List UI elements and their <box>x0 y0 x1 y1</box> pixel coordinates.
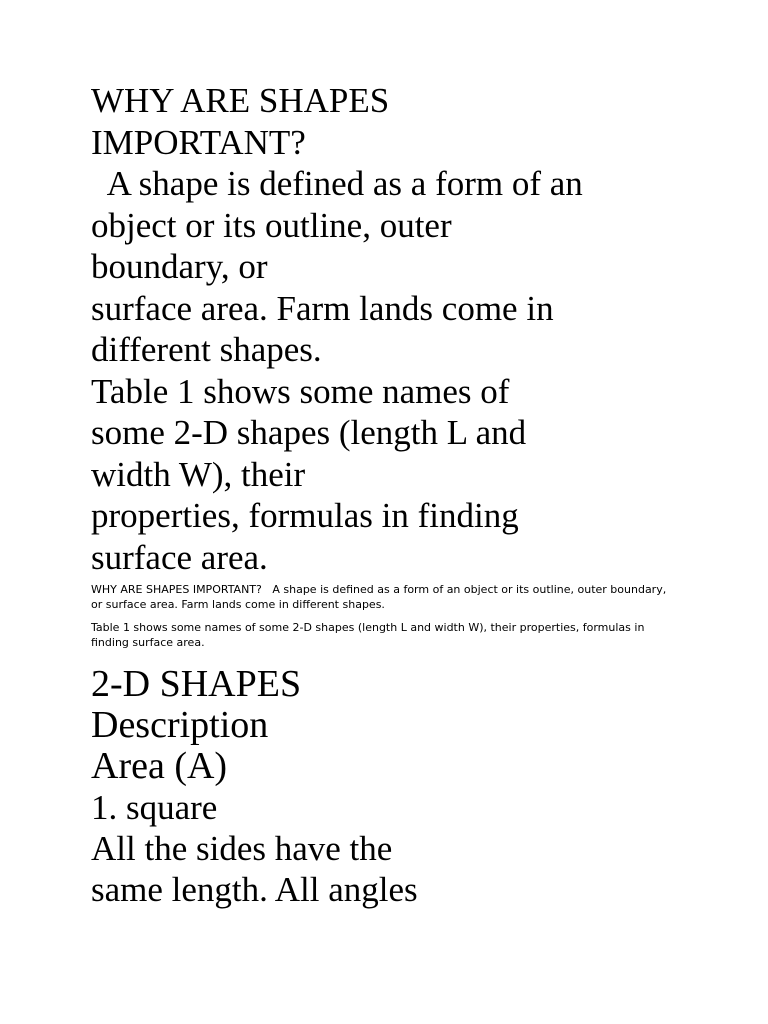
table-header-shapes: 2-D SHAPES <box>91 663 302 705</box>
intro-text-line-7: some 2-D shapes (length L and <box>91 413 527 452</box>
summary-p2-line-1: Table 1 shows some names of some 2-D shapes (length L and width W), their properties, formulas in <box>91 621 645 634</box>
table-row-description-line-1: All the sides have the <box>91 829 393 868</box>
summary-p1-line-2: or surface area. Farm lands come in different shapes. <box>91 598 385 611</box>
summary-p1-line-1: WHY ARE SHAPES IMPORTANT? A shape is defined as a form of an object or its outline, outer boundary, <box>91 583 667 596</box>
table-row-shape: 1. square <box>91 788 218 827</box>
table-header-area: Area (A) <box>91 745 228 787</box>
intro-text-line-1: A shape is defined as a form of an <box>91 164 583 203</box>
intro-text-line-6: Table 1 shows some names of <box>91 371 510 411</box>
intro-title-line-2: IMPORTANT? <box>91 122 306 162</box>
table-row <box>91 787 691 910</box>
table-header-description: Description <box>91 704 269 746</box>
summary-paragraph-2 <box>91 620 686 650</box>
shapes-table <box>91 664 691 910</box>
intro-title-line-1: WHY ARE SHAPES <box>91 81 390 120</box>
intro-text-line-2: object or its outline, outer <box>91 205 452 245</box>
intro-text-line-4: surface area. Farm lands come in <box>91 288 554 328</box>
intro-text-line-10: surface area. <box>91 537 268 577</box>
summary-paragraph-1 <box>91 582 686 612</box>
summary-p2-line-2: finding surface area. <box>91 636 205 649</box>
table-row-description-line-2: same length. All angles <box>91 870 418 909</box>
intro-text-line-9: properties, formulas in finding <box>91 496 519 535</box>
document-page <box>91 80 691 910</box>
intro-text-line-8: width W), their <box>91 454 306 494</box>
intro-text-line-5: different shapes. <box>91 330 322 369</box>
intro-section <box>91 80 691 578</box>
intro-text-line-3: boundary, or <box>91 247 268 286</box>
